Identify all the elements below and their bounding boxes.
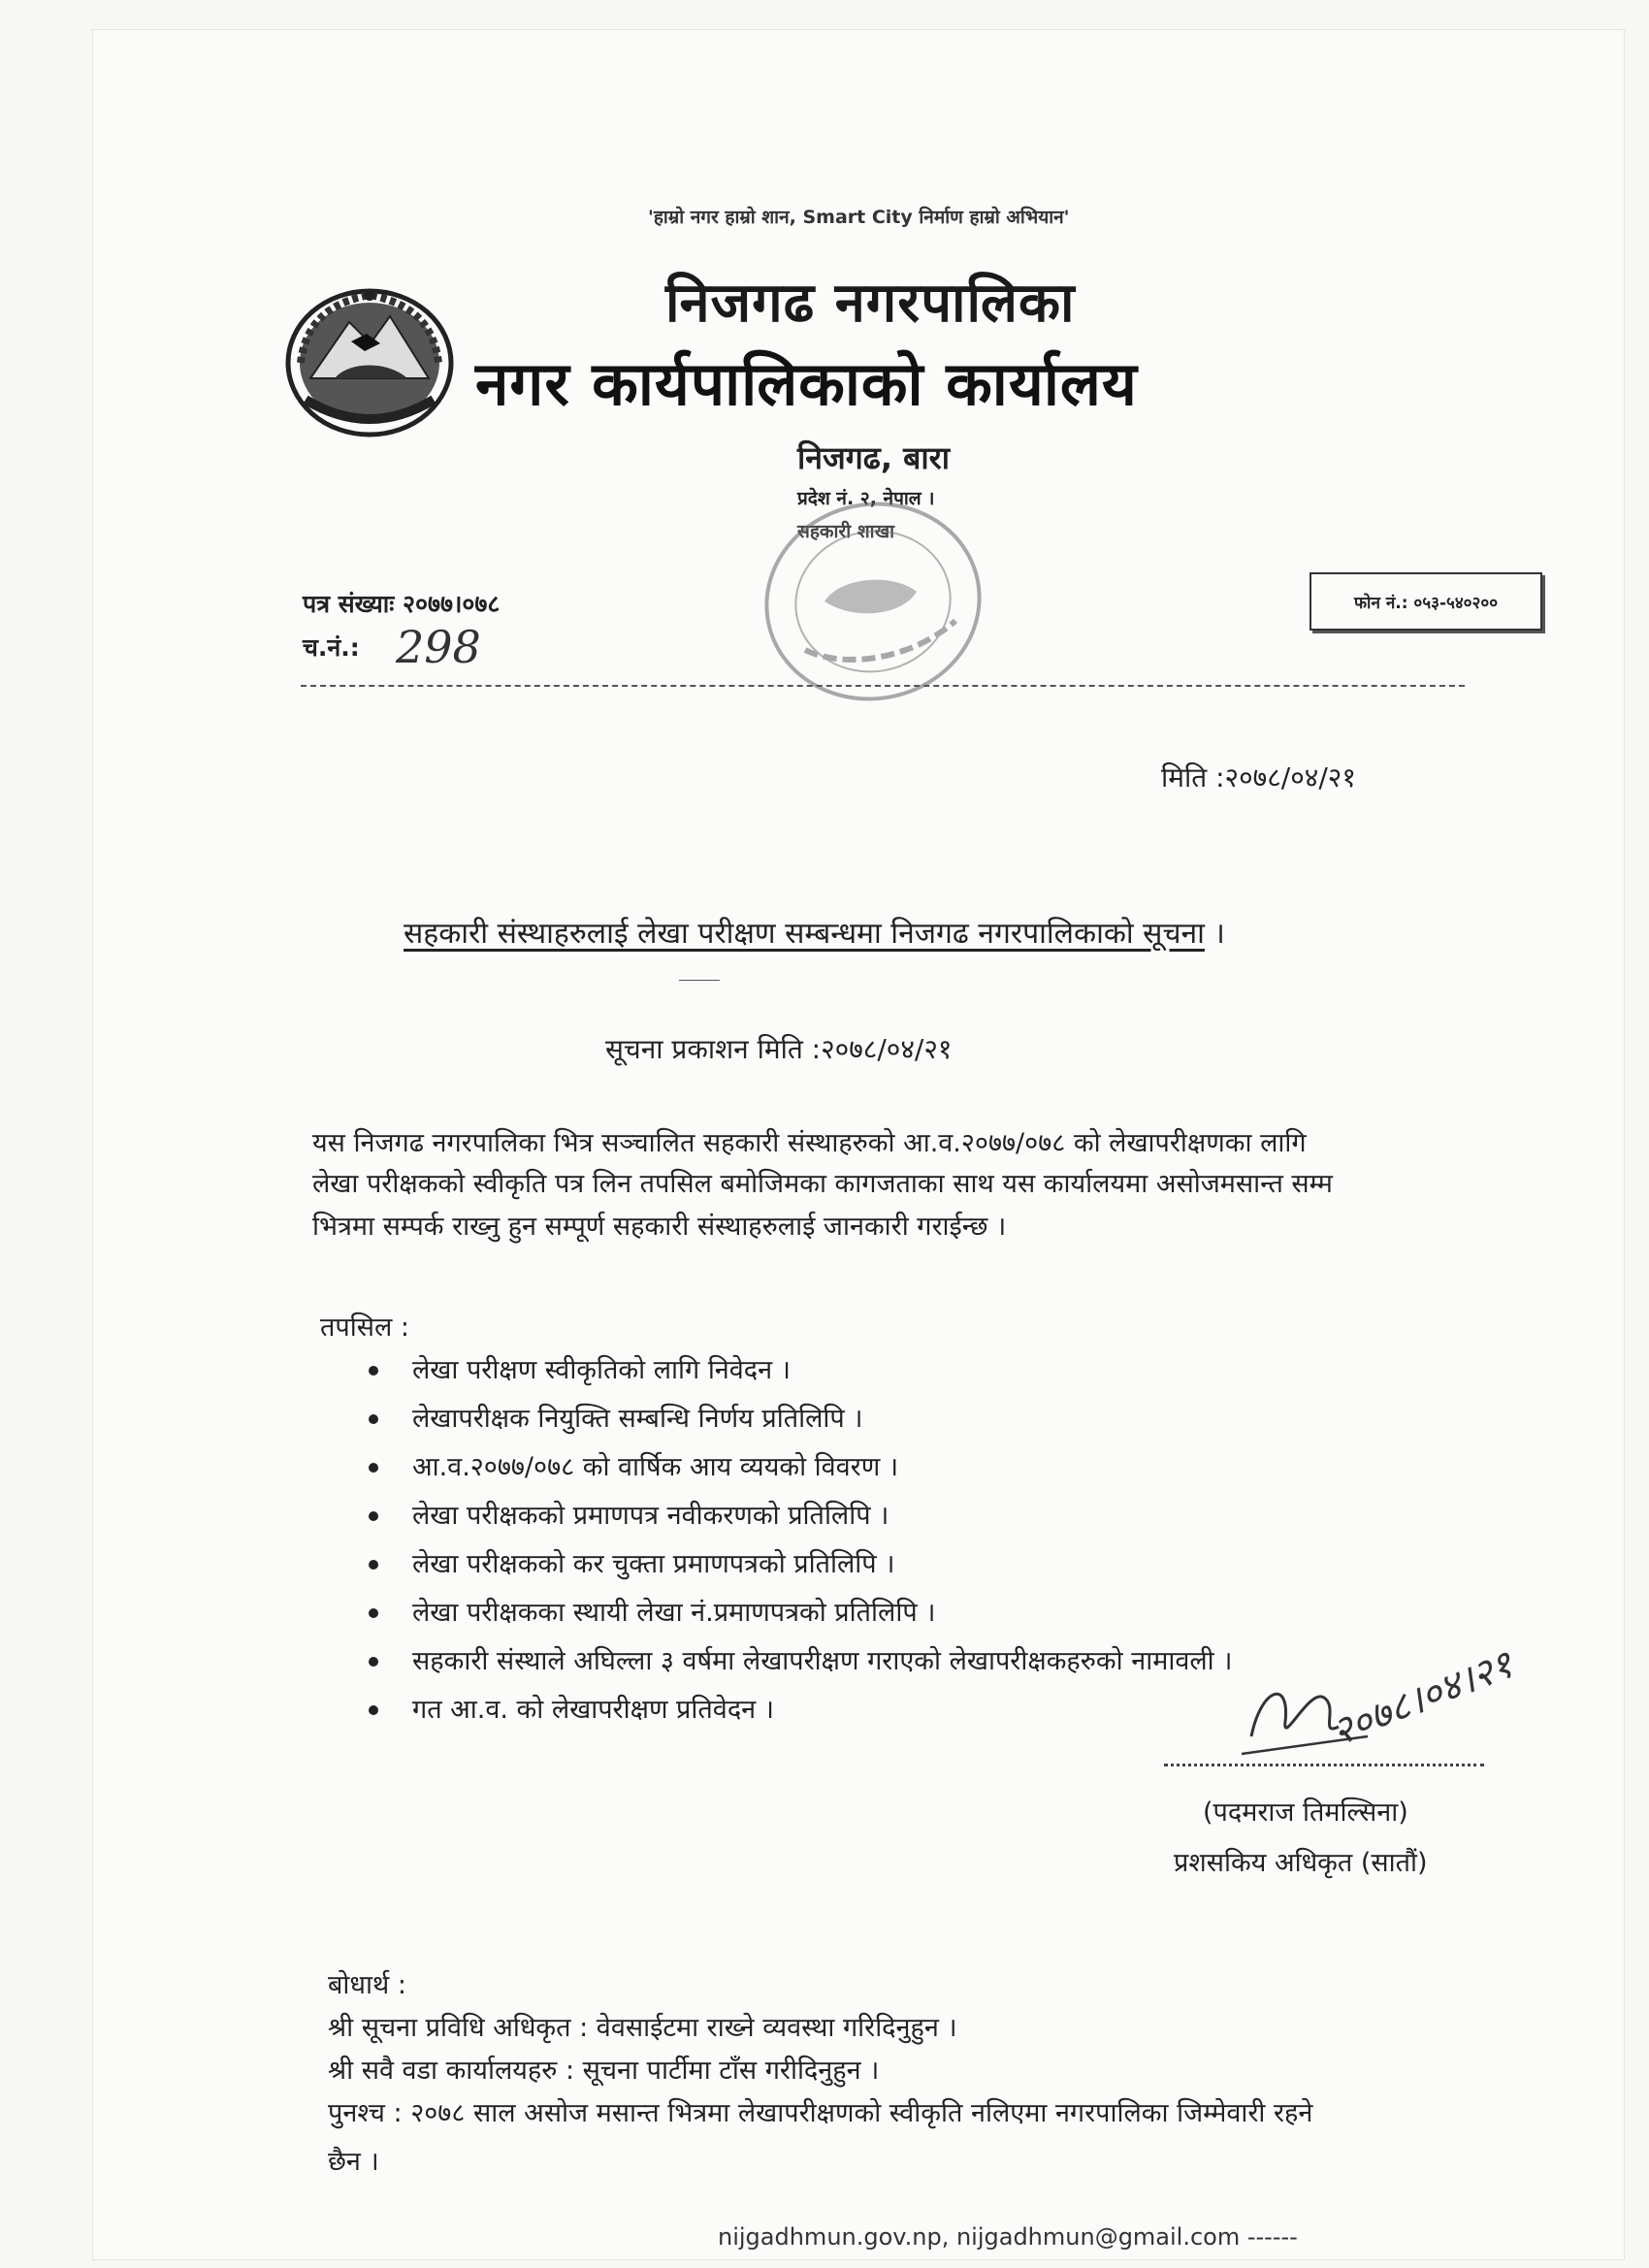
list-item: लेखा परीक्षकको प्रमाणपत्र नवीकरणको प्रतिलिपि । (359, 1492, 1232, 1540)
subject-line (404, 912, 1225, 952)
slogan: 'हाम्रो नगर हाम्रो शान, Smart City निर्माण हाम्रो अभियान' (648, 207, 1070, 228)
svg-text:२०७८।०४।२१: २०७८।०४।२१ (1325, 1641, 1520, 1756)
list-item: आ.व.२०७७/०७८ को वार्षिक आय व्ययको विवरण । (359, 1443, 1232, 1492)
section-name: सहकारी शाखा (797, 521, 895, 542)
list-item: लेखापरीक्षक नियुक्ति सम्बन्धि निर्णय प्रतिलिपि । (359, 1395, 1232, 1443)
subject-end: । (1204, 917, 1225, 951)
bullet-icon (369, 1657, 378, 1667)
tapasil-label: तपसिल : (320, 1312, 409, 1343)
postscript-line-1: पुनश्च : २०७८ साल असोज मसान्त भित्रमा लेखापरीक्षणको स्वीकृति नलिएमा नगरपालिका जिम्मेवारी रहने (328, 2098, 1313, 2128)
footer-contact: nijgadhmun.gov.np, nijgadhmun@gmail.com ------ (718, 2223, 1298, 2251)
bullet-icon (369, 1463, 378, 1473)
address-line-1: निजगढ, बारा (797, 439, 951, 476)
signatory-post: प्रशसकिय अधिकृत (सातौं) (1174, 1848, 1428, 1878)
bullet-icon (369, 1705, 378, 1715)
phone-box: फोन नं.: ०५३-५४०२०० (1310, 572, 1542, 631)
list-item: लेखा परीक्षण स्वीकृतिको लागि निवेदन । (359, 1346, 1232, 1395)
body-line-2: लेखा परीक्षकको स्वीकृति पत्र लिन तपसिल बमोजिमका कागजताका साथ यस कार्यालयमा असोजमसान्त सम्म (312, 1169, 1333, 1199)
signatory-name: (पदमराज तिमल्सिना) (1203, 1798, 1408, 1828)
tapasil-list (359, 1346, 1232, 1734)
subject-rule (679, 980, 720, 981)
dispatch-number-handwritten: 298 (396, 621, 481, 673)
bullet-icon (369, 1608, 378, 1618)
list-item: लेखा परीक्षकको कर चुक्ता प्रमाणपत्रको प्रतिलिपि । (359, 1540, 1232, 1589)
signature-line (1164, 1764, 1484, 1766)
list-item: सहकारी संस्थाले अघिल्ला ३ वर्षमा लेखापरीक्षण गराएको लेखापरीक्षकहरुको नामावली । (359, 1637, 1232, 1686)
bullet-icon (369, 1414, 378, 1424)
municipality-title: निजगढ नगरपालिका (665, 272, 1076, 335)
cc-label: बोधार्थ : (328, 1970, 406, 2000)
letter-date: मिति :२०७८/०४/२१ (1161, 761, 1356, 794)
handwritten-signature-icon (1232, 1630, 1542, 1775)
cc-line-1: श्री सूचना प्रविधि अधिकृत : वेवसाईटमा राख्ने व्यवस्था गरिदिनुहुन । (328, 2013, 957, 2043)
publish-date: सूचना प्रकाशन मिति :२०७८/०४/२१ (605, 1033, 953, 1065)
nepal-emblem-icon (281, 283, 458, 440)
body-line-1: यस निजगढ नगरपालिका भित्र सञ्चालित सहकारी संस्थाहरुको आ.व.२०७७/०७८ को लेखापरीक्षणका लागि (312, 1128, 1307, 1158)
list-item: गत आ.व. को लेखापरीक्षण प्रतिवेदन । (359, 1686, 1232, 1734)
cc-line-2: श्री सवै वडा कार्यालयहरु : सूचना पार्टीमा टाँस गरीदिनुहुन । (328, 2056, 880, 2086)
dispatch-number-label: च.नं.: (303, 633, 360, 662)
list-item: लेखा परीक्षकका स्थायी लेखा नं.प्रमाणपत्रको प्रतिलिपि । (359, 1589, 1232, 1637)
bullet-icon (369, 1511, 378, 1521)
letter-number: पत्र संख्याः २०७७।०७८ (303, 590, 501, 618)
header-divider (301, 685, 1465, 687)
bullet-icon (369, 1560, 378, 1570)
body-line-3: भित्रमा सम्पर्क राख्नु हुन सम्पूर्ण सहकारी संस्थाहरुलाई जानकारी गराईन्छ । (312, 1212, 1007, 1242)
office-stamp-icon (747, 485, 1038, 737)
bullet-icon (369, 1366, 378, 1376)
postscript-line-2: छैन । (328, 2147, 379, 2177)
subject-text: सहकारी संस्थाहरुलाई लेखा परीक्षण सम्बन्धमा निजगढ नगरपालिकाको सूचना (404, 917, 1205, 951)
office-title: नगर कार्यपालिकाको कार्यालय (475, 348, 1138, 419)
address-line-2: प्रदेश नं. २, नेपाल । (797, 488, 935, 509)
